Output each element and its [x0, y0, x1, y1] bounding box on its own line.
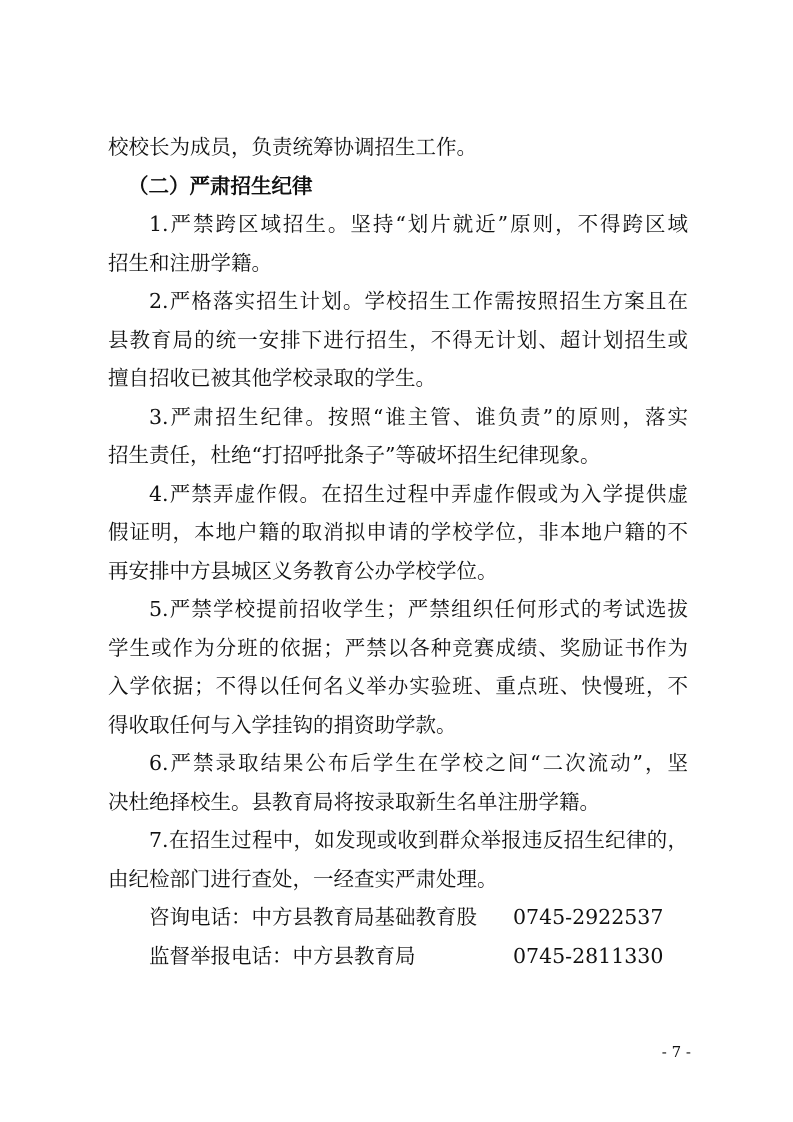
contact-row-consult — [108, 898, 688, 937]
page-number: - 7 - — [661, 1043, 691, 1061]
paragraph-line: 6.严禁录取结果公布后学生在学校之间“二次流动”，坚 — [149, 751, 688, 775]
paragraph-line: 入学依据；不得以任何名义举办实验班、重点班、快慢班，不 — [108, 674, 688, 698]
paragraph-line: 假证明，本地户籍的取消拟申请的学校学位，非本地户籍的不 — [108, 520, 688, 544]
contact-phone-number: 0745-2922537 — [513, 905, 664, 929]
paragraph-line: 4.严禁弄虚作假。在招生过程中弄虚作假或为入学提供虚 — [149, 481, 688, 506]
paragraph-line: 决杜绝择校生。县教育局将按录取新生名单注册学籍。 — [108, 789, 600, 814]
contact-phone-number: 0745-2811330 — [513, 943, 664, 968]
paragraph-line: 县教育局的统一安排下进行招生，不得无计划、超计划招生或 — [108, 327, 688, 352]
paragraph-line: 7.在招生过程中，如发现或收到群众举报违反招生纪律的， — [149, 828, 688, 852]
paragraph-line: 校校长为成员，负责统筹协调招生工作。 — [108, 135, 477, 159]
paragraph-line: 擅自招收已被其他学校录取的学生。 — [108, 366, 436, 390]
contact-row-report — [108, 937, 688, 976]
contact-label: 监督举报电话：中方县教育局 — [149, 943, 416, 968]
contact-label: 咨询电话：中方县教育局基础教育股 — [149, 905, 477, 929]
paragraph-line: 由纪检部门进行查处，一经查实严肃处理。 — [108, 866, 498, 891]
paragraph-line: 得收取任何与入学挂钩的捐资助学款。 — [108, 712, 457, 737]
paragraph-line: 2.严格落实招生计划。学校招生工作需按照招生方案且在 — [149, 289, 688, 313]
paragraph-line: 1.严禁跨区域招生。坚持“划片就近”原则，不得跨区域 — [149, 212, 688, 236]
paragraph-line: 再安排中方县城区义务教育公办学校学位。 — [108, 558, 498, 583]
section-heading: （二）严肃招生纪律 — [128, 173, 313, 198]
paragraph-line: 5.严禁学校提前招收学生；严禁组织任何形式的考试选拔 — [149, 597, 688, 621]
paragraph-line: 3.严肃招生纪律。按照“谁主管、谁负责”的原则，落实 — [149, 404, 688, 429]
paragraph-line: 招生和注册学籍。 — [108, 250, 272, 275]
document-body — [108, 128, 688, 975]
paragraph-line: 招生责任，杜绝“打招呼批条子”等破坏招生纪律现象。 — [108, 443, 601, 467]
paragraph-line: 学生或作为分班的依据；严禁以各种竞赛成绩、奖励证书作为 — [108, 635, 688, 660]
